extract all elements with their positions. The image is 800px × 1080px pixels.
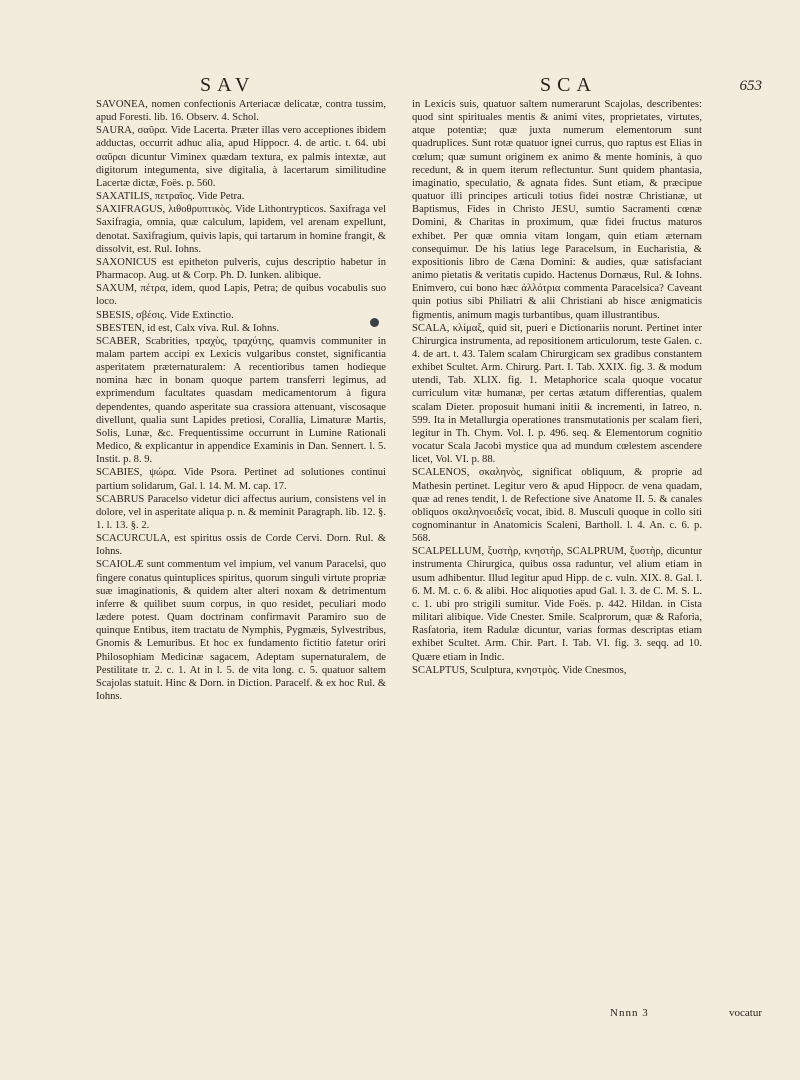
entry-saura: SAURA, σαῦρα. Vide Lacerta. Præter illas vero acceptiones ibidem adductas, occurrit adhuc alia, apud Hippocr. 4. de artic. t. 64. ubi σαῦραι dicuntur Viminex quædam textura, ex palmis intextæ, aut digitorum integumenta, sive digitalia, à lacertarum similitudine Lacertæ dictæ, Foës. p. 560. (96, 125, 386, 189)
entry-scabies: SCABIES, ψώρα. Vide Psora. Pertinet ad solutiones continui partium solidarum, Gal. l. 14. M. M. cap. 17. (96, 467, 386, 492)
running-head-right: SCA (540, 74, 597, 96)
entry-sbesten: SBESTEN, id est, Calx viva. Rul. & Iohns. (96, 322, 280, 334)
page-number: 653 (739, 78, 762, 94)
catchword: vocatur (729, 1007, 762, 1019)
entry-scalptus: SCALPTUS, Sculptura, κνηστμὸς. Vide Cnesmos, (412, 664, 627, 676)
entry-scaiolae-cont: in Lexicis suis, quatuor saltem numerarunt Scajolas, describentes: quod sint spirituales mentis & animi vites, proprietates, virtutes, atque potentiæ; quæ juxta numerum elementorum sunt quadruplices. Sunt rotæ quatuor ignei currus, quo raptus est Elias in cœlum; quæ sumunt originem ex animo & mente hominis, à quo recedunt, & in quem iterum reflectuntur. Sunt quidem phantasia, imaginatio, speculatio, & agnata fides. Sunt etiam, & præcipue quatuor illi principes articuli totius fidei nostræ Christianæ, ut Baptismus, Fides in Christo JESU, sumtio Sacramenti cœnæ Domini, & Charitas in proximum, quæ fidei fructus maturos exhibet. Per quæ omnia vitam longam, quin etiam æternam consequimur. De his latius lege Paracelsum, in Eucharistia, & expositionis libro de Cæna Domini: & audies, quæ satisfaciant animo pietatis & veritatis cupido. Hactenus Dornæus, Rul. & Iohns. Enimvero, cui bono hæc ἀλλότρια commenta Paracelsica? Caveant quin potius sibi Philiatri & alii Christiani ab hisce ænigmaticis figmentis, animum magis turbantibus, quam illustrantibus. (412, 99, 702, 321)
running-head-left: SAV (200, 74, 256, 96)
entry-scalpellum: SCALPELLUM, ξυστὴρ, κνηστὴρ, SCALPRUM, ξυστὴρ, dicuntur instrumenta Chirurgica, quibus ossa raduntur, vel alium etiam in usum adhibentur. Illud legitur apud Hipp. de c. vuln. XIX. 8. Gal. l. 6. M. M. c. 6. & alibi. Hoc aliquoties apud Gal. l. 3. de C. M. S. L. c. 1. ubi pro strigili sumitur. Vide Foës. p. 442. Hildan. in Cista militari alibique. Vide Cnester. Smile. Scalprorum, quæ & Raforia, Rasfatoria, item Radulæ dicuntur, varias formas descriptas etiam exhibet Scultet. Arm. Chir. Part. I. Tab. VI. fig. 3. seqq. ad 10. Quære etiam in Indic. (412, 546, 702, 663)
entry-savonea: SAVONEA, nomen confectionis Arteriacæ delicatæ, contra tussim, apud Foresti. lib. 16. Observ. 4. Schol. (96, 99, 386, 124)
right-column (412, 98, 702, 677)
entry-scacurcula: SCACURCULA, est spiritus ossis de Corde Cervi. Dorn. Rul. & Iohns. (96, 533, 386, 558)
entry-scaiolae: SCAIOLÆ sunt commentum vel impium, vel vanum Paracelsi, quo fingere conatus quintuplices spiritus, quorum singuli virtute propriæ suæ imaginationis, & quidem alter alteri noxam & detrimentum inferre & quilibet suum corpus, in quo residet, peculiari modo lædere potest. Quam doctrinam confirmavit Paramiro suo de quinque Entibus, item tractatu de Nymphis, Pygmæis, Sylvestribus, Gnomis & Lemuribus. Et hoc ex fundamento fictitio fatetur oriri Philosophiam Medicinæ sagacem, Adeptam supernaturalem, de Pestilitate tr. 2. c. 1. At in l. 5. de vita long. c. 5. quatuor saltem Scajolas statuit. Hinc & Dorn. in Diction. Paracelf. & ex hoc Rul. & Iohns. (96, 559, 386, 703)
entry-saxatilis: SAXATILIS, πετραῖος. Vide Petra. (96, 191, 245, 203)
entry-scalenos: SCALENOS, σκαληνὸς, significat obliquum, & proprie ad Mathesin pertinet. Legitur vero & apud Hippocr. de vena quadam, quæ ad renes tendit, l. de Refectione sive Anatome II. 5. & canales obliquos σκαληνοειδεῖς vocat, ibid. 8. Musculi quoque in collo siti cognominantur in Anatomicis Scaleni, Bartholl. l. 4. An. c. 6. p. 568. (412, 467, 702, 545)
entry-scaber: SCABER, Scabrities, τραχὺς, τραχύτης, quamvis communiter in malam partem accipi ex Lexicis vulgaribus constet, significantia asperitatem præternaturalem: A recentioribus tamen hodieque nomina hæc in bonam quoque partem transferri legimus, ad exprimendum facultates quasdam medicamentorum à figura dependentes, quando asperitate sua crassiora attenuant, viscosaque divellunt, qualia sunt Lapides pretiosi, Corallia, Limaturæ Martis, Solis, Lunæ, &c. Frequentissime occurrunt in Lumine Rationali Medico, & explicantur in appendice Examinis in Dan. Sennert. l. 5. Instit. p. 8. 9. (96, 335, 386, 466)
entry-saxifragus: SAXIFRAGUS, λιθοθρυπτικὸς. Vide Lithontrypticos. Saxifraga vel Saxifragia, omnia, quæ calculum, lapidem, vel arenam expellunt, denotat. Saxifragium, quivis lapis, qui tartarum in homine frangit, & dissolvit, est. Rul. Iohns. (96, 204, 386, 255)
entry-scala: SCALA, κλίμαξ, quid sit, pueri e Dictionariis norunt. Pertinet inter Chirurgica instrumenta, ad repositionem articulorum, teste Galen. c. 4. de art. t. 43. Talem scalam Chirurgicam sex gradibus constantem exhibet Scultet. Arm. Chirurg. Part. I. Tab. XXIX. fig. 3. & modum utendi, Tab. XLIX. fig. 1. Metaphorice scala quoque vocatur curriculum vitæ humanæ, per certas ætatum differentias, qualem scalam Dieter. proposuit humani initii & incrementi, in Iatreo, n. 599. Ita in Metallurgia operationes transmutationis per scalam fieri, legitur in Th. Chym. Vol. I. p. 496. seq. & Elementorum cognitio vocatur Scala Jacobi mystice qua ad mundum cœlestem ascendere licet, Vol. VI. p. 88. (412, 322, 702, 466)
entry-saxonicus: SAXONICUS est epitheton pulveris, cujus descriptio habetur in Pharmacop. Aug. ut & Corp. Ph. D. Iunken. alibique. (96, 256, 386, 282)
signature-mark: Nnnn 3 (610, 1007, 649, 1019)
ink-blot (370, 318, 379, 327)
entry-saxum: SAXUM, πέτρα, idem, quod Lapis, Petra; de quibus vocabulis suo loco. (96, 283, 386, 308)
entry-scabrus: SCABRUS Paracelso videtur dici affectus aurium, consistens vel in dolore, vel in asperitate aliqua p. n. & meminit Paragraph. lib. 12. §. 1. l. 13. §. 2. (96, 493, 386, 531)
entry-sbesis: SBESIS, σβέσις. Vide Extinctio. (96, 309, 234, 321)
left-column (96, 98, 386, 703)
